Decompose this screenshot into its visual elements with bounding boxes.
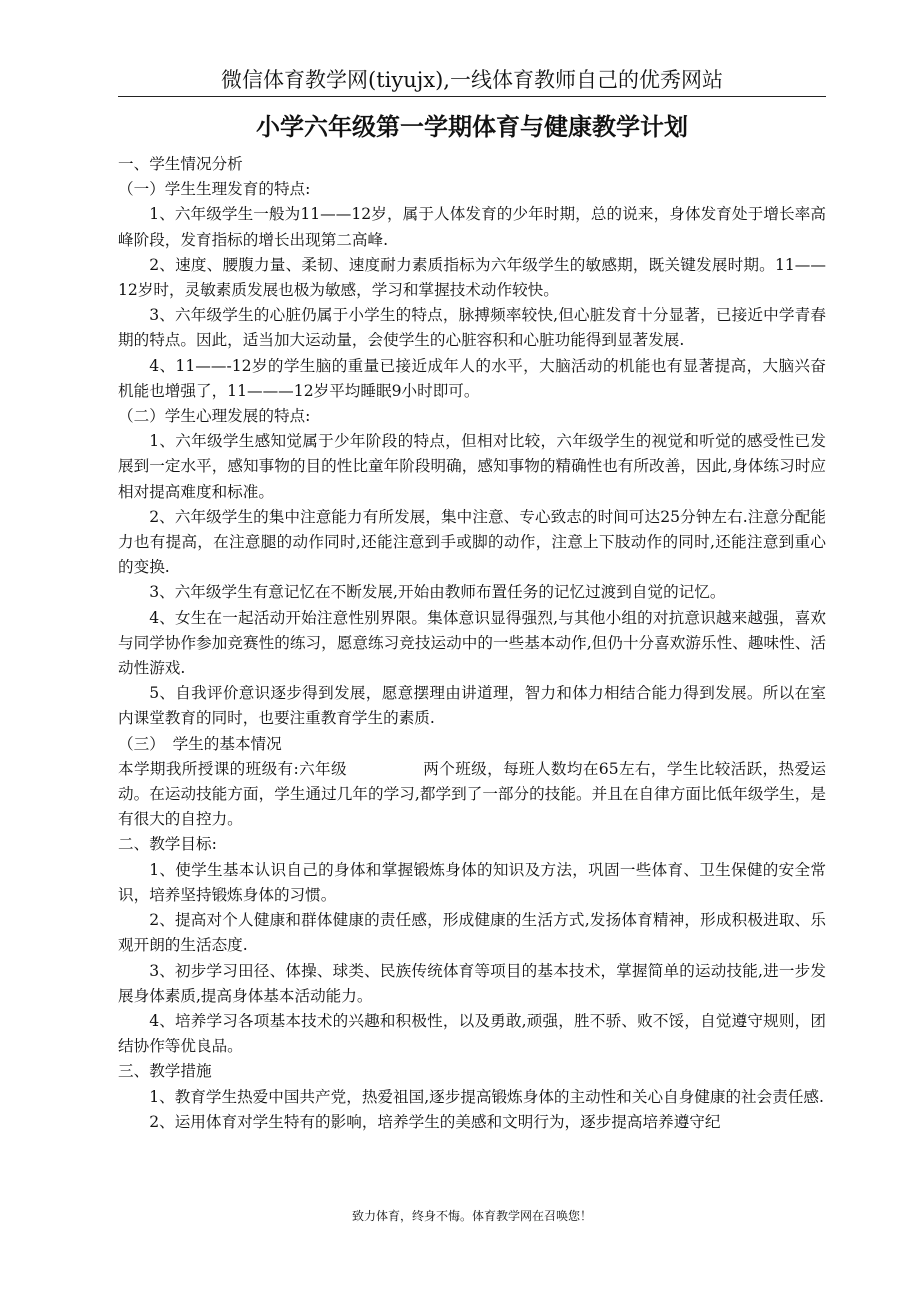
paragraph: 4、11——-12岁的学生脑的重量已接近成年人的水平，大脑活动的机能也有显著提高，大脑兴奋机能也增强了，11———12岁平均睡眠9小时即可。 <box>118 356 826 400</box>
section-heading: 二、教学目标: <box>118 835 217 854</box>
section-heading: 三、教学措施 <box>118 1062 212 1081</box>
paragraph-text: 两个班级，每班人数均在65左右，学生比较活跃，热爱运动。在运动技能方面，学生通过几年的学习,都学到了一部分的技能。并且在自律方面比低年级学生，是有很大的自控力。 <box>118 759 827 829</box>
page-footer: 致力体育，终身不悔。体育教学网在召唤您！ <box>351 1209 592 1223</box>
section-heading: 一、学生情况分析 <box>118 155 243 173</box>
subsection-heading: （二）学生心理发展的特点: <box>118 407 311 426</box>
document-body <box>118 152 826 1135</box>
paragraph: 2、提高对个人健康和群体健康的责任感，形成健康的生活方式,发扬体育精神，形成积极进取、乐观开朗的生活态度. <box>118 911 826 955</box>
paragraph: 4、女生在一起活动开始注意性别界限。集体意识显得强烈,与其他小组的对抗意识越来越强，喜欢与同学协作参加竞赛性的练习，愿意练习竞技运动中的一些基本动作,但仍十分喜欢游乐性、趣味性、活动性游戏. <box>118 608 826 678</box>
paragraph: 3、六年级学生有意记忆在不断发展,开始由教师布置任务的记忆过渡到自觉的记忆。 <box>149 583 726 602</box>
paragraph: 3、六年级学生的心脏仍属于小学生的特点，脉搏频率较快,但心脏发育十分显著，已接近中学青春期的特点。因此，适当加大运动量，会使学生的心脏容积和心脏功能得到显著发展. <box>118 306 826 350</box>
paragraph: 4、培养学习各项基本技术的兴趣和积极性，以及勇敢,顽强，胜不骄、败不馁，自觉遵守规则，团结协作等优良品。 <box>118 1011 826 1056</box>
page-header: 微信体育教学网(tiyujx),一线体育教师自己的优秀网站 <box>221 68 723 92</box>
paragraph: 2、六年级学生的集中注意能力有所发展，集中注意、专心致志的时间可达25分钟左右.注意分配能力也有提高，在注意腿的动作同时,还能注意到手或脚的动作，注意上下肢动作的同时,还能注意到重心的变换. <box>118 507 826 577</box>
paragraph-text: 本学期我所授课的班级有:六年级 <box>118 759 347 778</box>
paragraph: 1、教育学生热爱中国共产党，热爱祖国,逐步提高锻炼身体的主动性和关心自身健康的社会责任感. <box>149 1087 824 1106</box>
paragraph: 1、六年级学生感知觉属于少年阶段的特点，但相对比较，六年级学生的视觉和听觉的感受性已发展到一定水平，感知事物的目的性比童年阶段明确，感知事物的精确性也有所改善，因此,身体练习时应相对提高难度和标准。 <box>118 432 826 501</box>
subsection-heading: （三） 学生的基本情况 <box>118 734 282 753</box>
subsection-heading: （一）学生生理发育的特点: <box>118 180 311 199</box>
document-title: 小学六年级第一学期体育与健康教学计划 <box>256 113 688 141</box>
paragraph: 1、六年级学生一般为11——12岁，属于人体发育的少年时期，总的说来，身体发育处于增长率高峰阶段，发育指标的增长出现第二高峰. <box>118 205 826 249</box>
header-divider <box>118 96 826 97</box>
paragraph: 3、初步学习田径、体操、球类、民族传统体育等项目的基本技术，掌握简单的运动技能,进一步发展身体素质,提高身体基本活动能力。 <box>118 961 826 1005</box>
paragraph: 2、运用体育对学生特有的影响，培养学生的美感和文明行为，逐步提高培养遵守纪 <box>149 1112 721 1131</box>
paragraph <box>118 757 826 833</box>
paragraph: 5、自我评价意识逐步得到发展，愿意摆理由讲道理，智力和体力相结合能力得到发展。所以在室内课堂教育的同时，也要注重教育学生的素质. <box>118 684 826 728</box>
paragraph: 2、速度、腰腹力量、柔韧、速度耐力素质指标为六年级学生的敏感期，既关键发展时期。11——12岁时，灵敏素质发展也极为敏感，学习和掌握技术动作较快。 <box>118 255 826 300</box>
paragraph: 1、使学生基本认识自己的身体和掌握锻炼身体的知识及方法，巩固一些体育、卫生保健的安全常识，培养坚持锻炼身体的习惯。 <box>118 860 826 904</box>
